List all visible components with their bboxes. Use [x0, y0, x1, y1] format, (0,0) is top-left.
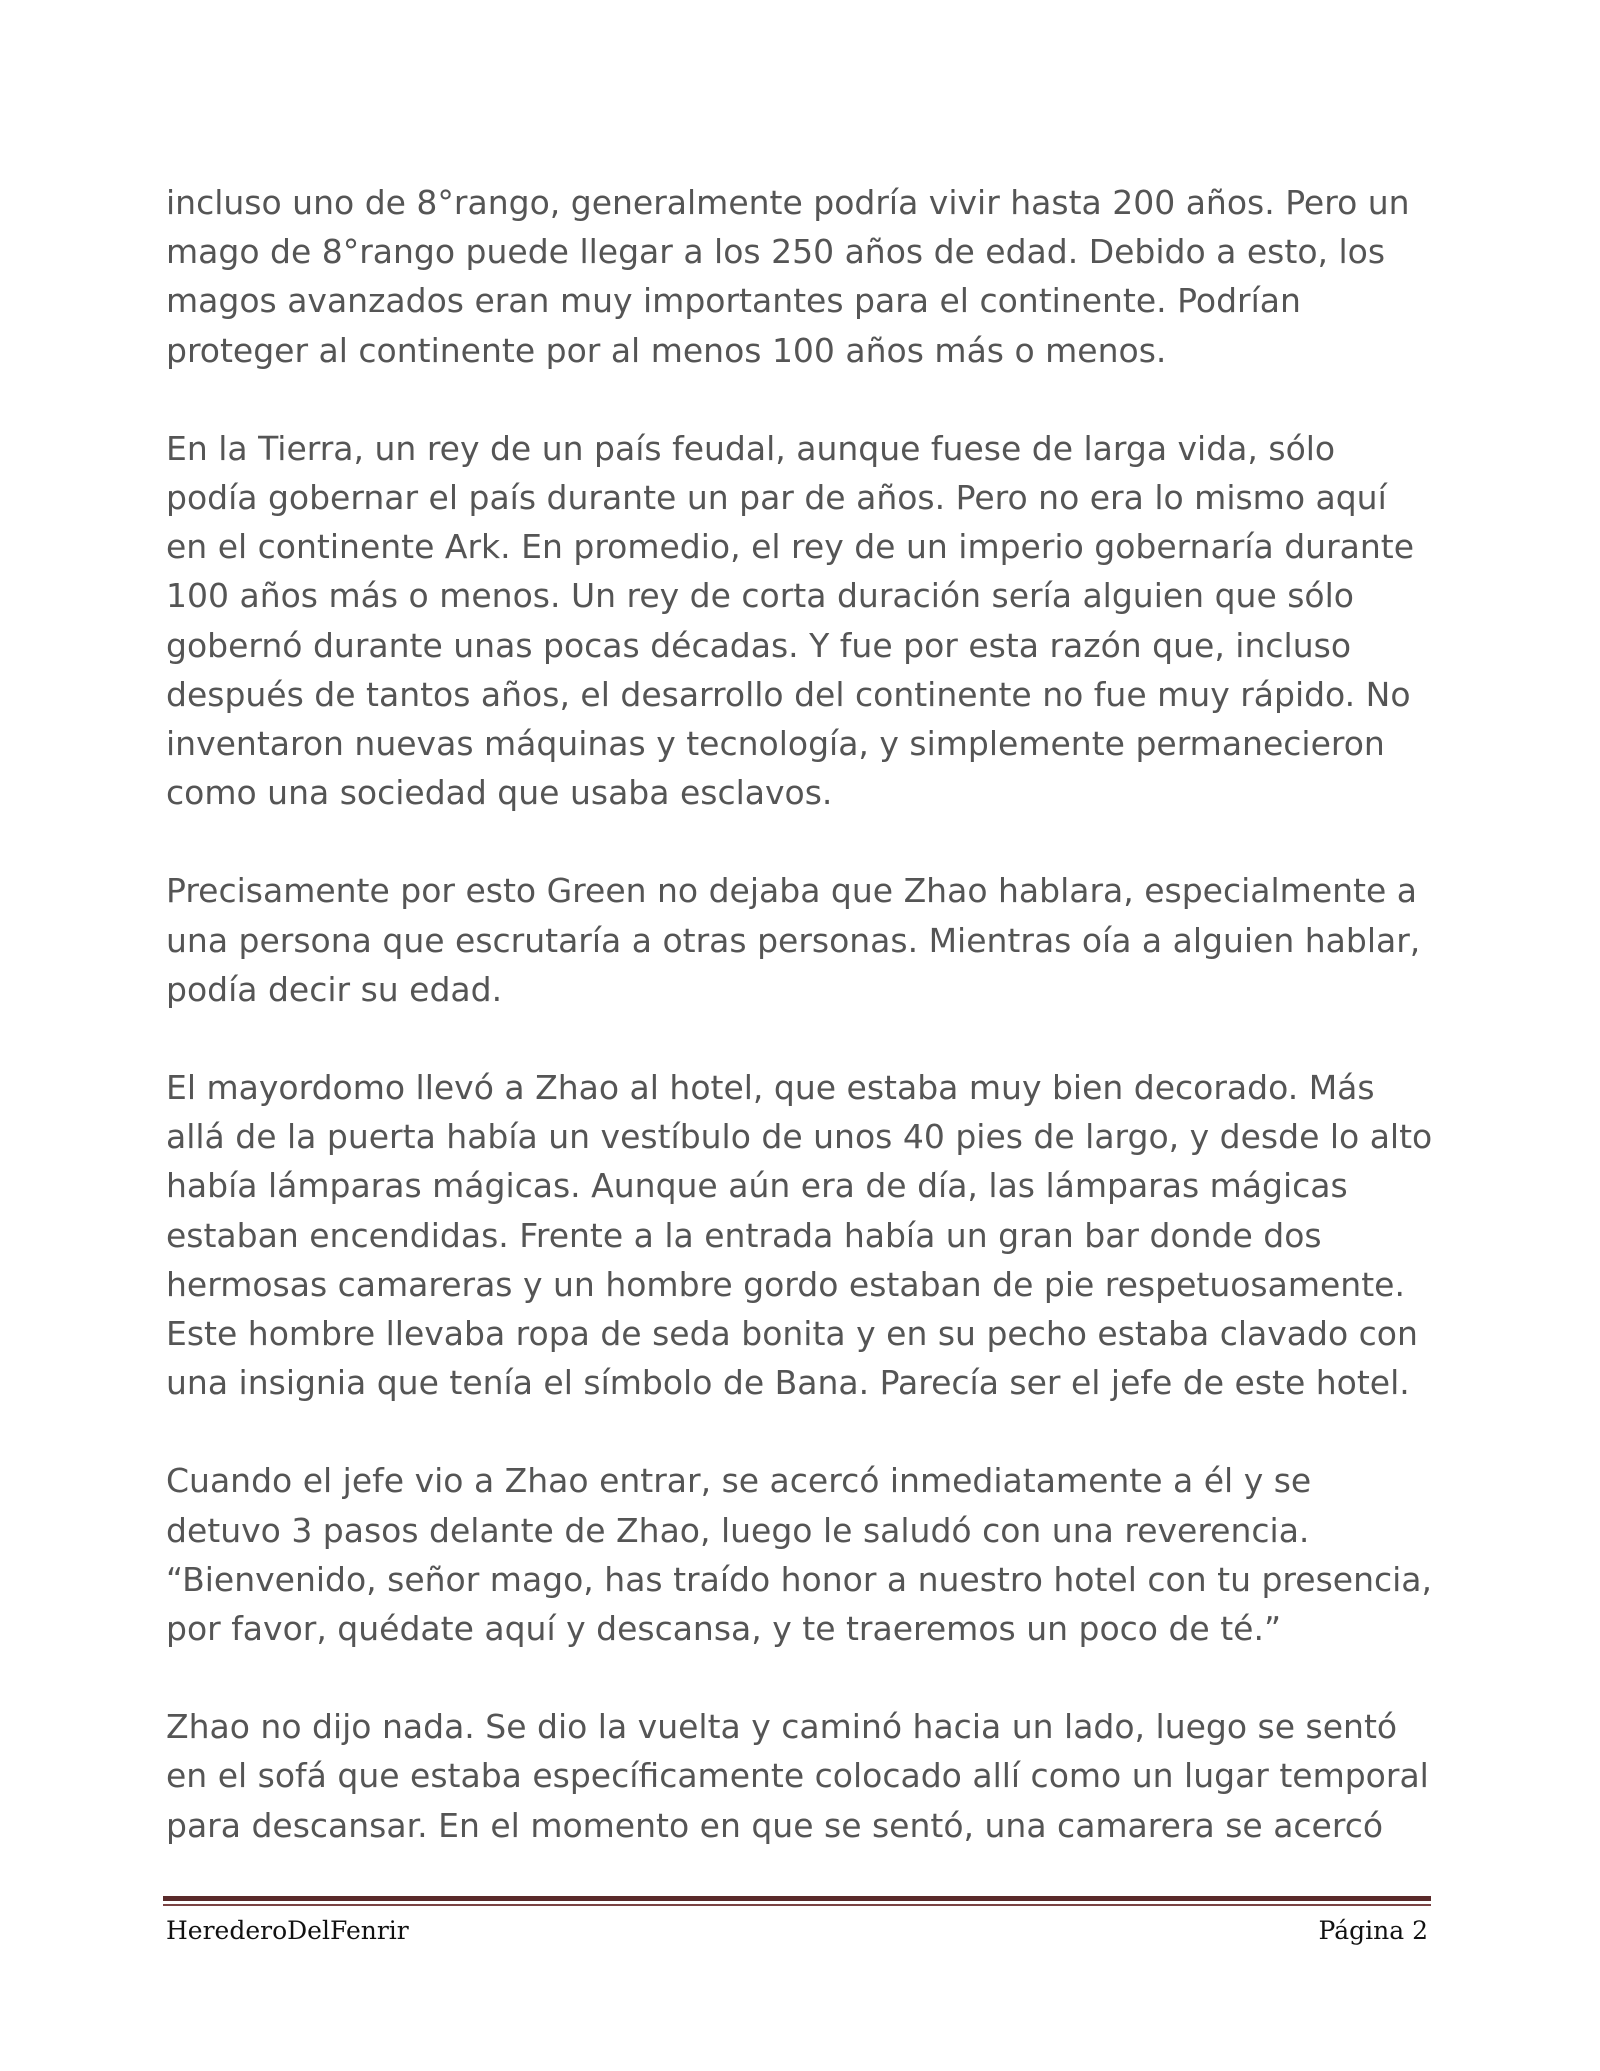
paragraph-6: [166, 1702, 1456, 1850]
text-line: una insignia que tenía el símbolo de Bana. Parecía ser el jefe de este hotel.: [166, 1363, 1410, 1403]
text-line: para descansar. En el momento en que se sentó, una camarera se acercó: [166, 1805, 1384, 1845]
footer-divider: [163, 1896, 1431, 1901]
text-line: como una sociedad que usaba esclavos.: [166, 773, 833, 813]
text-line: magos avanzados eran muy importantes para el continente. Podrían: [166, 281, 1301, 321]
text-line: en el sofá que estaba específicamente colocado allí como un lugar temporal: [166, 1756, 1429, 1796]
text-line: allá de la puerta había un vestíbulo de unos 40 pies de largo, y desde lo alto: [166, 1117, 1433, 1157]
text-line: Cuando el jefe vio a Zhao entrar, se acercó inmediatamente a él y se: [166, 1461, 1312, 1501]
footer-author: HerederoDelFenrir: [166, 1916, 409, 1945]
text-line: después de tantos años, el desarrollo del continente no fue muy rápido. No: [166, 674, 1411, 714]
text-line: una persona que escrutaría a otras personas. Mientras oía a alguien hablar,: [166, 920, 1421, 960]
text-line: gobernó durante unas pocas décadas. Y fue por esta razón que, incluso: [166, 625, 1352, 665]
text-line: estaban encendidas. Frente a la entrada había un gran bar donde dos: [166, 1215, 1322, 1255]
text-line: había lámparas mágicas. Aunque aún era de día, las lámparas mágicas: [166, 1166, 1348, 1206]
text-line: Este hombre llevaba ropa de seda bonita y en su pecho estaba clavado con: [166, 1314, 1418, 1354]
text-line: incluso uno de 8°rango, generalmente podría vivir hasta 200 años. Pero un: [166, 183, 1410, 222]
text-line: inventaron nuevas máquinas y tecnología, y simplemente permanecieron: [166, 724, 1385, 764]
paragraph-4: [166, 1063, 1456, 1407]
body-text: [166, 178, 1456, 1899]
text-line: podía gobernar el país durante un par de años. Pero no era lo mismo aquí: [166, 478, 1387, 518]
text-line: Precisamente por esto Green no dejaba que Zhao hablara, especialmente a: [166, 871, 1418, 911]
text-line: detuvo 3 pasos delante de Zhao, luego le saludó con una reverencia.: [166, 1510, 1310, 1550]
text-line: 100 años más o menos. Un rey de corta duración sería alguien que sólo: [166, 576, 1354, 616]
footer-page-number: Página 2: [1318, 1916, 1428, 1945]
text-line: Zhao no dijo nada. Se dio la vuelta y caminó hacia un lado, luego se sentó: [166, 1707, 1398, 1747]
footer-divider-thin: [163, 1904, 1431, 1906]
paragraph-5: [166, 1456, 1456, 1653]
paragraph-1: [166, 178, 1456, 375]
page-footer: [166, 1910, 1428, 1950]
paragraph-3: [166, 866, 1456, 1014]
text-line: por favor, quédate aquí y descansa, y te traeremos un poco de té.”: [166, 1609, 1282, 1649]
text-line: En la Tierra, un rey de un país feudal, aunque fuese de larga vida, sólo: [166, 428, 1336, 468]
text-line: en el continente Ark. En promedio, el rey de un imperio gobernaría durante: [166, 527, 1415, 567]
text-line: El mayordomo llevó a Zhao al hotel, que estaba muy bien decorado. Más: [166, 1068, 1375, 1108]
text-line: hermosas camareras y un hombre gordo estaban de pie respetuosamente.: [166, 1264, 1405, 1304]
text-line: “Bienvenido, señor mago, has traído honor a nuestro hotel con tu presencia,: [166, 1559, 1433, 1599]
paragraph-2: [166, 424, 1456, 818]
text-line: proteger al continente por al menos 100 años más o menos.: [166, 330, 1167, 370]
text-line: podía decir su edad.: [166, 969, 503, 1009]
text-line: mago de 8°rango puede llegar a los 250 años de edad. Debido a esto, los: [166, 232, 1386, 272]
